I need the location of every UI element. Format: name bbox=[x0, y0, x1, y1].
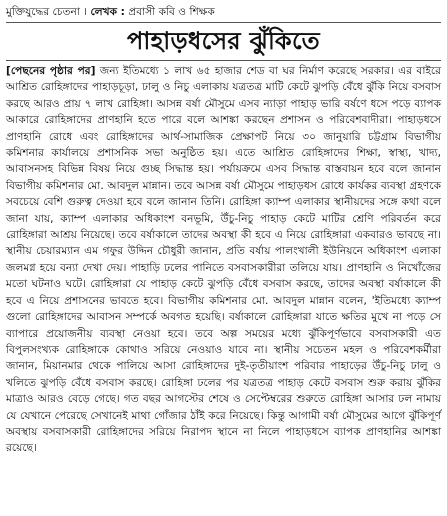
byline-label: মুক্তিযুদ্ধের চেতনা bbox=[6, 6, 80, 18]
byline-role-label: লেখক : bbox=[90, 6, 125, 18]
article-headline: পাহাড়ধসের ঝুঁকিতে bbox=[127, 27, 320, 55]
article-paragraph bbox=[6, 63, 441, 457]
byline-separator: । bbox=[83, 6, 88, 18]
headline-divider bbox=[6, 60, 441, 61]
continued-from-back-page-kicker: [পেছনের পৃষ্ঠার পর] bbox=[6, 65, 96, 77]
article-body bbox=[6, 63, 441, 457]
article-text: জন্য ইতিমধ্যে ১ লাখ ৬৫ হাজার শেড বা ঘর নির্মাণ করেছে সরকার। এর বাইরে আশ্রিত রোহিঙ্গাদের পাহাড়চূড়া, ঢালু ও নিচু এলাকায় যত্রতত্র মাটি কেটে ঝুপড়ি বেঁধে ঝুঁকি নিয়ে বসবাস করছে আরও প্রায় ৭ লাখ রোহিঙ্গা। আসন্ন বর্ষা মৌসুমে এসব ন্যাড়া পাহাড় ভারি বর্ষণে ধসে পড়ে ব্যাপক আকারে রোহিঙ্গাদের প্রাণহানি হতে পারে বলে আশঙ্কা করছেন প্রশাসন ও পরিবেশবাদীরা। পাহাড়ধসে প্রাণহানি রোধে এবং রোহিঙ্গাদের আর্থ-সামাজিক প্রেক্ষাপট নিয়ে ৩০ জানুয়ারি চট্টগ্রাম বিভাগীয় কমিশনার কার্যালয়ে প্রশাসনিক সভা অনুষ্ঠিত হয়। এতে আশ্রিত রোহিঙ্গাদের শিক্ষা, স্বাস্থ্য, খাদ্য, আবাসনসহ বিভিন্ন বিষয় নিয়ে গুচ্ছ সিদ্ধান্ত হয়। পর্যায়ক্রমে এসব সিদ্ধান্ত বাস্তবায়ন হবে বলে জানান বিভাগীয় কমিশনার মো. আবদুল মান্নান। তবে আসন্ন বর্ষা মৌসুমে পাহাড়ধস রোধে কার্যকর ব্যবস্থা গ্রহণকে সবচেয়ে বেশি গুরুত্ব দেওয়া হবে বলে জানান তিনি। রোহিঙ্গা ক্যাম্প এলাকার স্থানীয়দের সঙ্গে কথা বলে জানা যায়, ক্যাম্প এলাকার অধিকাংশ বনভূমি, উঁচু-নিচু পাহাড় কেটে মাটির শ্রেণি পরিবর্তন করে রোহিঙ্গারা আশ্রয় নিয়েছে। তবে বর্ষাকালে তাদের অবস্থা কী হবে এ নিয়ে রোহিঙ্গারা একবারও ভাবছে না। স্থানীয় চেয়ারম্যান এম গফুর উদ্দিন চৌধুরী জানান, প্রতি বর্ষায় পালংখালী ইউনিয়নে অধিকাংশ এলাকা জলমগ্ন হয়ে বন্যা দেখা দেয়। পাহাড়ি ঢলের পানিতে বসবাসকারীরা তলিয়ে যায়। প্রাণহানি ও নিখোঁজের মতো ঘটনাও ঘটে। রোহিঙ্গারা যে পাহাড় কেটে ঝুপড়ি বেঁধে বসবাস করছে, তাদের অবস্থা বর্ষাকালে কী হবে এ নিয়ে প্রশাসনের ভাবতে হবে। বিভাগীয় কমিশনার মো. আবদুল মান্নান বলেন, 'ইতিমধ্যে ক্যাম্প গুলো রোহিঙ্গাদের আবাসন সম্পর্কে অবগত হয়েছি। বর্ষাকালে রোহিঙ্গারা যাতে ক্ষতির মুখে না পড়ে সে ব্যাপারে প্রয়োজনীয় ব্যবস্থা নেওয়া হবে। তবে অল্প সময়ের মধ্যে ঝুঁকিপূর্ণভাবে বসবাসকারী এত বিপুলসংখ্যক রোহিঙ্গাকে কোথাও সরিয়ে নেওয়াও যাবে না। স্থানীয় সচেতন মহল ও পরিবেশকর্মীরা জানান, মিয়ানমার থেকে পালিয়ে আসা রোহিঙ্গাদের দুই-তৃতীয়াংশ পরিবার পাহাড়ের উঁচু-নিচু ঢালু ও খলিতে ঝুপড়ি বেঁধে বসবাস করছে। রোহিঙ্গা ঢলের পর যত্রতত্র পাহাড় কেটে বসবাস শুরু করায় ঝুঁকির মাত্রাও আরও বেড়ে গেছে। গত বছর আগস্টের শেষে ও সেপ্টেম্বরের শুরুতে রোহিঙ্গা আসার ঢল নামায় যে যেখানে পেরেছে সেখানেই মাথা গোঁজার ঠাঁই করে নিয়েছে। কিন্তু আগামী বর্ষা মৌসুমের আগে ঝুঁকিপূর্ণ অবস্থায় বসবাসকারী রোহিঙ্গাদের সরিয়ে নিরাপদ স্থানে না নিলে পাহাড়ধসে ব্যাপক প্রাণহানির আশঙ্কা রয়েছে। bbox=[6, 65, 441, 455]
byline-author: প্রবাসী কবি ও শিক্ষক bbox=[128, 6, 215, 18]
byline bbox=[6, 5, 441, 23]
